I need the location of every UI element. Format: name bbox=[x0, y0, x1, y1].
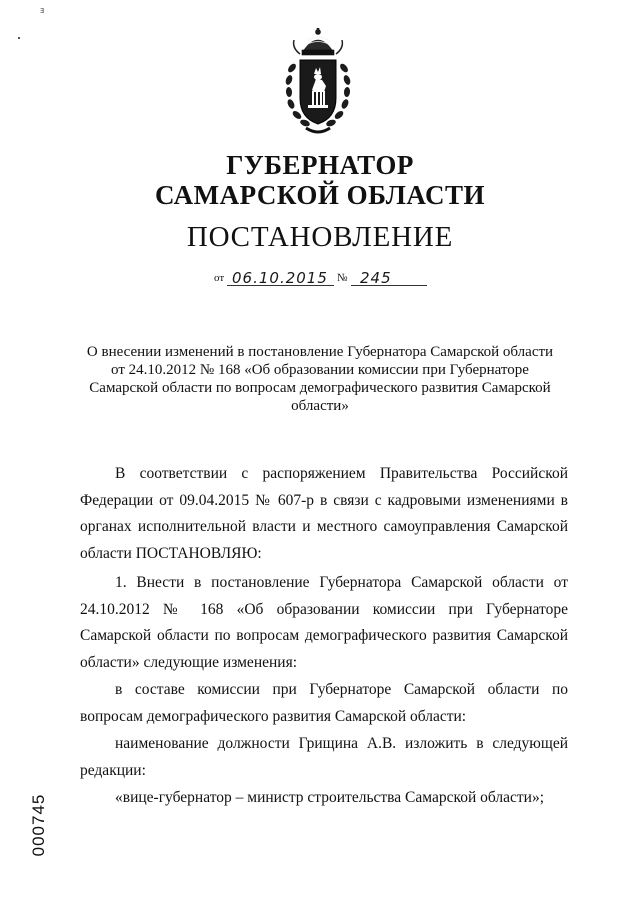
header-title-line1: ГУБЕРНАТОР bbox=[226, 150, 414, 180]
handwritten-number: 245 bbox=[360, 269, 392, 287]
samara-coat-of-arms-icon bbox=[278, 28, 358, 140]
paragraph-preamble: В соответствии с распоряжением Правительства Российской Федерации от 09.04.2015 № 607-р в связи с кадровыми изменениями в органах исполнительной власти и местного самоуправления Самарской области ПОСТАНОВЛЯЮ: bbox=[80, 465, 568, 562]
document-type: ПОСТАНОВЛЕНИЕ bbox=[186, 221, 454, 253]
paragraph-commission: в составе комиссии при Губернаторе Самарской области по вопросам демографического развития Самарской области: bbox=[80, 681, 568, 725]
header-title-line2: САМАРСКОЙ ОБЛАСТИ bbox=[154, 180, 486, 210]
paragraph-new-wording: «вице-губернатор – министр строительства Самарской области»; bbox=[115, 789, 544, 806]
handwritten-date: 06.10.2015 bbox=[232, 269, 328, 287]
stamp-number: 000745 bbox=[29, 793, 48, 857]
number-label: № bbox=[337, 272, 348, 284]
margin-registration-stamp bbox=[27, 790, 51, 860]
paragraph-position-name: наименование должности Грищина А.В. изложить в следующей редакции: bbox=[80, 735, 568, 779]
date-label: от bbox=[214, 272, 225, 284]
dateline bbox=[214, 262, 434, 288]
document-subject: О внесении изменений в постановление Губернатора Самарской области от 24.10.2012 № 168 «Об образовании комиссии при Губернаторе Самарской области по вопросам демографического развития Самарской области» bbox=[86, 344, 554, 414]
paragraph-item-1: 1. Внести в постановление Губернатора Самарской области от 24.10.2012 № 168 «Об образовании комиссии при Губернаторе Самарской области по вопросам демографического развития Самарской области» следующие изменения: bbox=[80, 574, 568, 671]
scan-speck bbox=[18, 37, 20, 39]
scan-mark: ⱻ bbox=[40, 6, 45, 16]
